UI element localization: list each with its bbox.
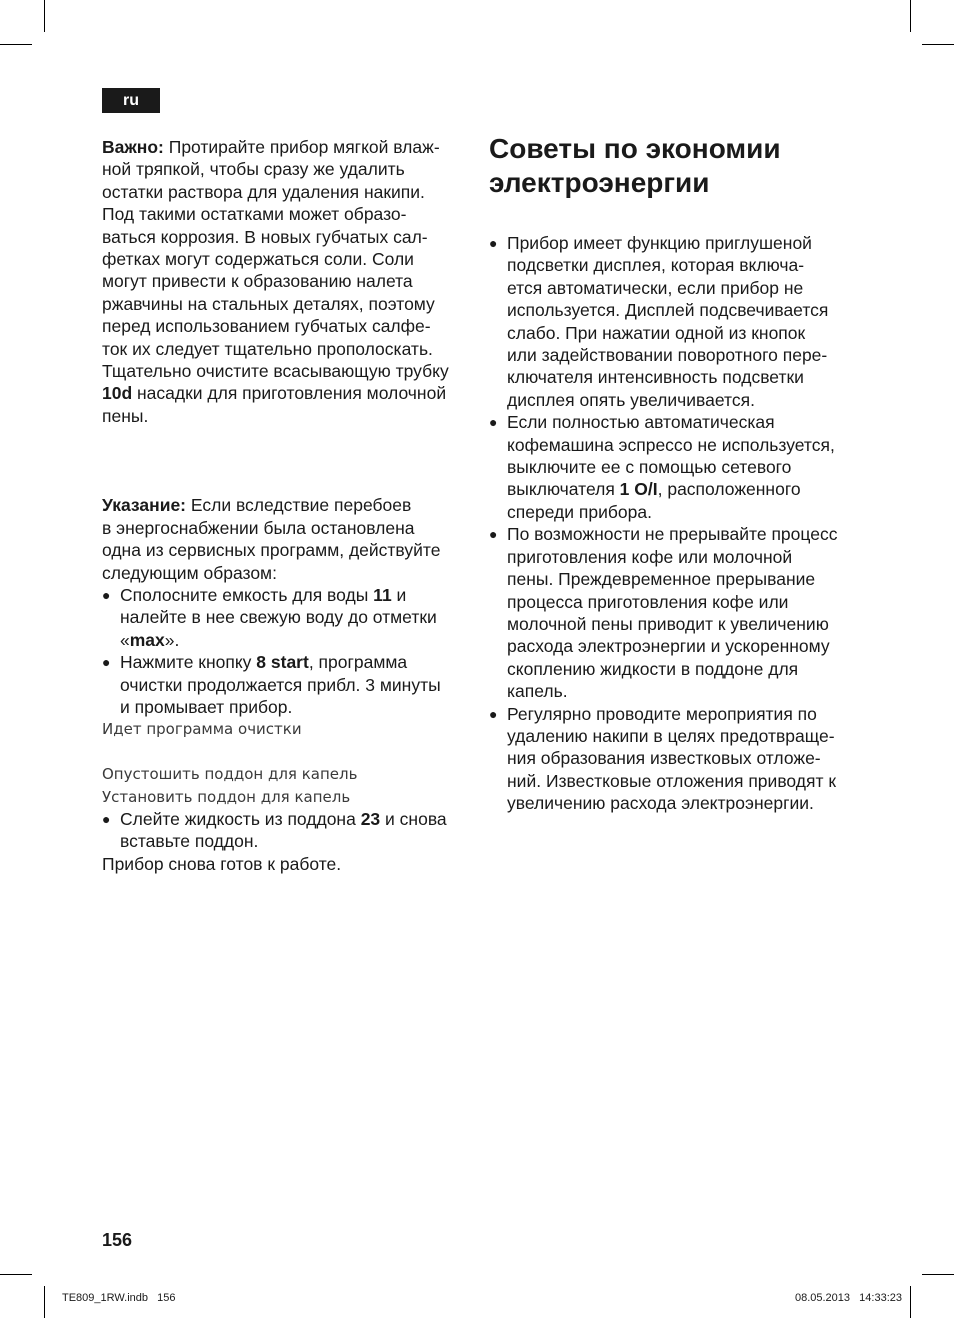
footer-timestamp: 08.05.2013 14:33:23 (794, 1292, 902, 1304)
note-label: Указание: (102, 495, 187, 516)
tip-bullet: ● Регулярно проводите мероприятия по удалению накипи в целях предотвраще- ния образования известковых отложе- ний. Известковые отложения приводят к увеличению расхода электроэнергии. (489, 703, 836, 814)
crop-mark (0, 44, 32, 45)
important-line: ржавчины на стальных деталях, поэтому (102, 293, 435, 314)
important-line: фетках могут содержаться соли. Соли (102, 249, 414, 270)
important-line: Под такими остатками может образо- (102, 204, 407, 225)
final-line: Прибор снова готов к работе. (102, 853, 342, 874)
tip-bullet: ● По возможности не прерывайте процесс приготовления кофе или молочной пены. Преждевременное прерывание процесса приготовления кофе или молочной пены приводит к увеличению расхода электроэнергии и ускоренному скоплению жидкости в поддоне для капель. (489, 524, 838, 702)
crop-mark (44, 0, 45, 32)
page-number: 156 (102, 1230, 133, 1250)
important-line: Важно: Протирайте прибор мягкой влаж- (102, 137, 440, 157)
instruction-bullet: ● Сполосните емкость для воды 11 и налейте в нее свежую воду до отметки «max». (102, 584, 437, 650)
important-line: ной тряпкой, чтобы сразу же удалить (102, 159, 405, 180)
tip-bullet: ● Прибор имеет функцию приглушеной подсветки дисплея, которая включа- ется автоматически, если прибор не используется. Дисплей подсвечивается слабо. При нажатии одной из кнопок или задействовании поворотного пере- ключателя интенсивность подсветки дисплея опять увеличивается. (489, 233, 829, 410)
important-line: могут привести к образованию налета (102, 271, 413, 292)
instruction-bullet: ● Слейте жидкость из поддона 23 и снова вставьте поддон. (102, 808, 447, 852)
display-message: Идет программа очистки (102, 720, 302, 739)
crop-mark (922, 1274, 954, 1275)
display-message: Опустошить поддон для капель (102, 765, 358, 784)
note-line: следующим образом: (102, 562, 277, 583)
crop-mark (910, 1286, 911, 1318)
tip-bullet: ● Если полностью автоматическая кофемашина эспрессо не используется, выключите ее с помощью сетевого выключателя 1 O/I, расположенного спереди прибора. (489, 412, 835, 522)
important-line: ток их следует тщательно прополоскать. (102, 338, 433, 359)
bullet-icon: ● (489, 526, 498, 543)
section-title: Советы по экономии электроэнергии (489, 133, 781, 198)
important-line: Тщательно очистите всасывающую трубку (102, 361, 449, 382)
important-line: 10d насадки для приготовления молочной (102, 383, 447, 404)
note-line: одна из сервисных программ, действуйте (102, 540, 441, 561)
important-line: пены. (102, 405, 149, 426)
bullet-icon: ● (489, 414, 498, 431)
language-tab: ru (102, 88, 160, 113)
crop-mark (0, 1274, 32, 1275)
display-message: Установить поддон для капель (102, 787, 351, 806)
bullet-icon: ● (489, 235, 498, 251)
footer-file-info: TE809_1RW.indb 156 (62, 1292, 176, 1304)
important-line: ваться коррозия. В новых губчатых сал- (102, 226, 428, 247)
part-ref: 10d (102, 383, 133, 404)
bullet-icon: ● (102, 810, 111, 827)
crop-mark (44, 1286, 45, 1318)
switch-ref: 1 O/I (619, 479, 658, 500)
bullet-icon: ● (102, 586, 111, 603)
crop-mark (922, 44, 954, 45)
note-line: Указание: Если вследствие перебоев (102, 495, 412, 516)
bullet-icon: ● (489, 705, 498, 722)
crop-mark (910, 0, 911, 32)
important-line: остатки раствора для удаления накипи. (102, 181, 425, 202)
instruction-bullet: ● Нажмите кнопку 8 start, программа очистки продолжается прибл. 3 минуты и промывает прибор. (102, 652, 441, 717)
important-label: Важно: (102, 137, 164, 157)
right-column (489, 132, 859, 815)
bullet-icon: ● (102, 654, 111, 671)
note-line: в энергоснабжении была остановлена (102, 517, 415, 538)
important-line: перед использованием губчатых салфе- (102, 316, 431, 337)
left-column (102, 136, 472, 875)
